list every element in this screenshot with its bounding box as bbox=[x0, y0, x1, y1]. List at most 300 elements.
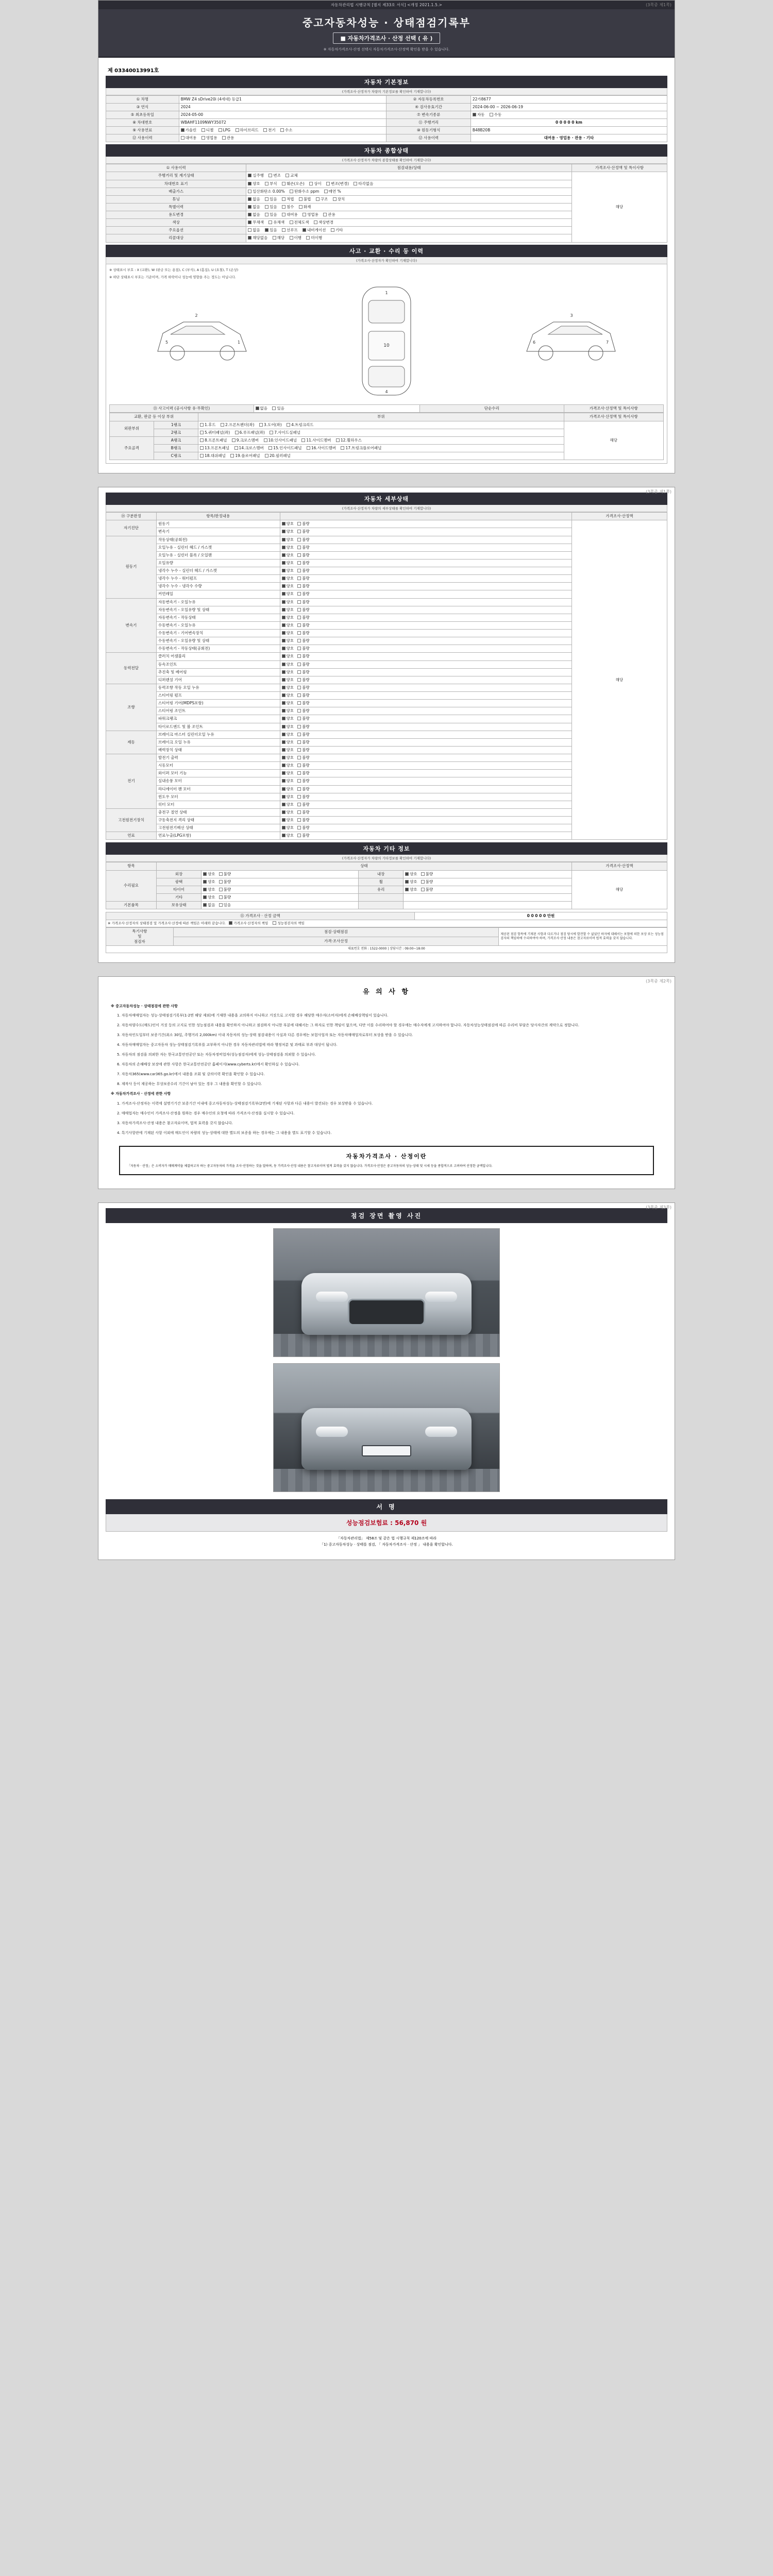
checkbox-option[interactable]: 없음 bbox=[248, 228, 260, 233]
detail-item-label: 충전구 절연 상태 bbox=[157, 808, 280, 816]
checkbox-option[interactable]: 관용 bbox=[323, 212, 335, 217]
checkbox-option[interactable]: 양호 bbox=[203, 872, 215, 877]
checkbox-bad[interactable]: 불량 bbox=[297, 755, 310, 760]
parts-options[interactable] bbox=[198, 444, 564, 452]
emission-smoke[interactable]: 매연 % bbox=[324, 189, 341, 194]
checkbox-part[interactable]: 14.크로스멤버 bbox=[234, 446, 264, 451]
other-item-options[interactable] bbox=[201, 886, 359, 893]
form-header-strip: 자동차관리법 시행규칙 [별지 제33호 서식] <개정 2021.1.5.> bbox=[98, 1, 675, 9]
detail-judgement[interactable] bbox=[280, 715, 572, 723]
other-item-options[interactable] bbox=[201, 902, 359, 909]
checkbox-part[interactable]: 6.루프패널(좌) bbox=[235, 430, 265, 435]
col-head-judgement bbox=[280, 513, 572, 520]
basic-info-table bbox=[106, 95, 667, 143]
checkbox-good[interactable]: 양호 bbox=[282, 708, 294, 714]
checkbox-option[interactable]: 상이 bbox=[309, 181, 322, 187]
detail-judgement[interactable] bbox=[280, 544, 572, 551]
detail-judgement[interactable] bbox=[280, 575, 572, 583]
checkbox-use[interactable]: 영업용 bbox=[201, 135, 217, 141]
checkbox-option[interactable]: 내비게이션 bbox=[303, 228, 326, 233]
checkbox-manual[interactable]: 수동 bbox=[490, 112, 502, 117]
checkbox-fuel[interactable]: 하이브리드 bbox=[236, 128, 259, 133]
checkbox-option[interactable]: 양호 bbox=[405, 872, 417, 877]
detail-judgement[interactable] bbox=[280, 746, 572, 754]
basic-value[interactable]: BMW Z4 sDrive20i (4세대) 등급1 bbox=[179, 95, 386, 103]
checkbox-good[interactable]: 양호 bbox=[282, 600, 294, 605]
other-item-options[interactable] bbox=[201, 870, 359, 878]
detail-judgement[interactable] bbox=[280, 762, 572, 770]
basic-value[interactable]: WBAHF1109NWY35072 bbox=[179, 118, 386, 126]
checkbox-part[interactable]: 13.프론트패널 bbox=[200, 446, 229, 451]
notice-body bbox=[98, 1003, 675, 1137]
checkbox-option[interactable]: 있음 bbox=[265, 228, 277, 233]
checkbox-option[interactable]: 침수 bbox=[282, 205, 294, 210]
svg-text:10: 10 bbox=[383, 343, 390, 349]
checkbox-good[interactable]: 양호 bbox=[282, 545, 294, 550]
detail-item-label: 브레이크 오일 누유 bbox=[157, 738, 280, 746]
checkbox-option[interactable]: 있음 bbox=[265, 205, 277, 210]
detail-judgement[interactable] bbox=[280, 700, 572, 707]
checkbox-good[interactable]: 양호 bbox=[282, 833, 294, 838]
checkbox-good[interactable]: 양호 bbox=[282, 631, 294, 636]
basic-label: ③ 연식 bbox=[106, 103, 179, 111]
checkbox-option[interactable]: 실주행 bbox=[248, 173, 264, 178]
checkbox-bad[interactable]: 불량 bbox=[297, 521, 310, 527]
detail-judgement[interactable] bbox=[280, 808, 572, 816]
detail-judgement[interactable] bbox=[280, 824, 572, 832]
checkbox-bad[interactable]: 불량 bbox=[297, 584, 310, 589]
detail-judgement[interactable] bbox=[280, 645, 572, 653]
checkbox-good[interactable]: 양호 bbox=[282, 662, 294, 667]
checkbox-bad[interactable]: 불량 bbox=[297, 561, 310, 566]
detail-item-label: 자동변속기 - 오일누유 bbox=[157, 598, 280, 606]
checkbox-good[interactable]: 양호 bbox=[282, 763, 294, 768]
checkbox-bad[interactable]: 불량 bbox=[297, 748, 310, 753]
checkbox-good[interactable]: 양호 bbox=[282, 521, 294, 527]
other-memo[interactable]: 해당 bbox=[572, 870, 667, 909]
detail-item-label: 실내송풍 모터 bbox=[157, 777, 280, 785]
checkbox-option[interactable]: 없음 bbox=[248, 197, 260, 202]
checkbox-good[interactable]: 양호 bbox=[282, 724, 294, 730]
checkbox-good[interactable]: 양호 bbox=[282, 740, 294, 745]
checkbox-good[interactable]: 양호 bbox=[282, 677, 294, 683]
checkbox-option[interactable]: 양호 bbox=[203, 879, 215, 885]
detail-judgement[interactable] bbox=[280, 621, 572, 629]
use-options[interactable] bbox=[179, 134, 386, 142]
checkbox-good[interactable]: 양호 bbox=[282, 615, 294, 620]
row-options[interactable] bbox=[246, 234, 572, 242]
other-group-label: 수리필요 bbox=[106, 870, 157, 902]
checkbox-good[interactable]: 양호 bbox=[282, 716, 294, 721]
emission-hc[interactable]: 탄화수소 ppm bbox=[290, 189, 319, 194]
page-corner-label: (3쪽중 제2쪽) bbox=[646, 978, 671, 984]
checkbox-bad[interactable]: 불량 bbox=[297, 670, 310, 675]
detail-item-label: 구동축전지 격리 상태 bbox=[157, 817, 280, 824]
checkbox-bad[interactable]: 불량 bbox=[297, 771, 310, 776]
checkbox-good[interactable]: 양호 bbox=[282, 529, 294, 534]
checkbox-option[interactable]: 불량 bbox=[421, 887, 433, 892]
detail-judgement[interactable] bbox=[280, 660, 572, 668]
checkbox-option[interactable]: 유채색 bbox=[268, 220, 284, 225]
row-options[interactable] bbox=[246, 219, 572, 227]
checkbox-option[interactable]: 불량 bbox=[219, 895, 231, 900]
detail-judgement[interactable] bbox=[280, 801, 572, 808]
other-item-options[interactable] bbox=[201, 878, 359, 886]
checkbox-option[interactable]: 해당 bbox=[273, 235, 285, 241]
checkbox-option[interactable]: 교체 bbox=[285, 173, 298, 178]
checkbox-part[interactable]: 8.프론트패널 bbox=[200, 438, 227, 443]
checkbox-good[interactable]: 양호 bbox=[282, 732, 294, 737]
table-row bbox=[110, 405, 664, 413]
checkbox-good[interactable]: 양호 bbox=[282, 771, 294, 776]
license-plate bbox=[362, 1445, 411, 1456]
group-outer-panel: 외판부위 bbox=[110, 421, 154, 436]
other-item-options[interactable] bbox=[201, 893, 359, 901]
detail-judgement[interactable] bbox=[280, 777, 572, 785]
damage-diagram-area bbox=[106, 264, 667, 464]
checkbox-bad[interactable]: 불량 bbox=[297, 732, 310, 737]
checkbox-option[interactable]: 불량 bbox=[219, 872, 231, 877]
checkbox-bad[interactable]: 불량 bbox=[297, 810, 310, 815]
checkbox-good[interactable]: 양호 bbox=[282, 810, 294, 815]
checkbox-option[interactable]: 타각없음 bbox=[354, 181, 373, 187]
detail-judgement[interactable] bbox=[280, 738, 572, 746]
other-item-options[interactable] bbox=[404, 902, 572, 909]
row-options[interactable] bbox=[246, 180, 572, 188]
checkbox-good[interactable]: 양호 bbox=[282, 755, 294, 760]
checkbox-option[interactable]: 무채색 bbox=[248, 220, 264, 225]
checkbox-bad[interactable]: 불량 bbox=[297, 638, 310, 643]
basic-value[interactable]: 2024-06-00 ~ 2026-06-19 bbox=[470, 103, 667, 111]
detail-judgement[interactable] bbox=[280, 653, 572, 660]
detail-judgement[interactable] bbox=[280, 676, 572, 684]
checkbox-bad[interactable]: 불량 bbox=[297, 708, 310, 714]
basic-value[interactable]: 2024-05-00 bbox=[179, 111, 386, 118]
svg-text:2: 2 bbox=[195, 313, 198, 318]
detail-judgement[interactable] bbox=[280, 567, 572, 575]
checkbox-bad[interactable]: 불량 bbox=[297, 545, 310, 550]
checkbox-good[interactable]: 양호 bbox=[282, 576, 294, 581]
checkbox-option[interactable]: 없음 bbox=[203, 903, 215, 908]
detail-judgement[interactable] bbox=[280, 754, 572, 762]
inspector-role-1: 점검·상태점검 bbox=[173, 928, 499, 937]
checkbox-option[interactable]: 대여용 bbox=[282, 212, 298, 217]
checkbox-good[interactable]: 양호 bbox=[282, 591, 294, 597]
checkbox-option[interactable]: 양호 bbox=[203, 895, 215, 900]
checkbox-bad[interactable]: 불량 bbox=[297, 787, 310, 792]
checkbox-option[interactable]: 이행 bbox=[290, 235, 302, 241]
checkbox-good[interactable]: 양호 bbox=[282, 778, 294, 784]
detail-judgement[interactable] bbox=[280, 598, 572, 606]
detail-judgement[interactable] bbox=[280, 817, 572, 824]
checkbox-good[interactable]: 양호 bbox=[282, 607, 294, 613]
detail-judgement[interactable] bbox=[280, 668, 572, 676]
checkbox-option[interactable]: 화재 bbox=[299, 205, 311, 210]
detail-judgement[interactable] bbox=[280, 551, 572, 559]
checkbox-option[interactable]: 훼손(오손) bbox=[282, 181, 305, 187]
checkbox-bad[interactable]: 불량 bbox=[297, 576, 310, 581]
parts-options[interactable] bbox=[198, 452, 564, 460]
checkbox-bad[interactable]: 불량 bbox=[297, 763, 310, 768]
detail-memo[interactable]: 해당 bbox=[572, 520, 667, 840]
checkbox-part[interactable]: 7.사이드실패널 bbox=[270, 430, 300, 435]
car-front-body bbox=[301, 1273, 472, 1335]
basic-value[interactable]: 2024 bbox=[179, 103, 386, 111]
checkbox-good[interactable]: 양호 bbox=[282, 568, 294, 573]
table-row bbox=[106, 928, 667, 937]
checkbox-part[interactable]: 15.인사이드패널 bbox=[268, 446, 301, 451]
checkbox-part[interactable]: 9.크로스멤버 bbox=[232, 438, 259, 443]
checkbox-option[interactable]: 양호 bbox=[203, 887, 215, 892]
basic-label: ⑫ 사용이력 bbox=[386, 134, 470, 142]
checkbox-bad[interactable]: 불량 bbox=[297, 591, 310, 597]
checkbox-bad[interactable]: 불량 bbox=[297, 818, 310, 823]
checkbox-bad[interactable]: 불량 bbox=[297, 778, 310, 784]
row-options[interactable] bbox=[246, 195, 572, 203]
checkbox-option[interactable]: 변조 bbox=[268, 173, 281, 178]
other-item-options[interactable] bbox=[404, 886, 572, 893]
checkbox-bad[interactable]: 불량 bbox=[297, 724, 310, 730]
detail-judgement[interactable] bbox=[280, 707, 572, 715]
checkbox-part[interactable]: 10.인사이드패널 bbox=[264, 438, 297, 443]
inspection-insurance-price: 성능점검보험료 : 56,870 원 bbox=[106, 1514, 667, 1532]
detail-judgement[interactable] bbox=[280, 536, 572, 544]
checkbox-part[interactable]: 12.휠하우스 bbox=[336, 438, 362, 443]
checkbox-part[interactable]: 4.트렁크리드 bbox=[287, 422, 313, 428]
checkbox-bad[interactable]: 불량 bbox=[297, 825, 310, 831]
checkbox-option[interactable]: 구조 bbox=[316, 197, 328, 202]
checkbox-option[interactable]: 양호 bbox=[405, 879, 417, 885]
checkbox-good[interactable]: 양호 bbox=[282, 701, 294, 706]
checkbox-bad[interactable]: 불량 bbox=[297, 600, 310, 605]
parts-options[interactable] bbox=[198, 436, 564, 444]
damage-memo[interactable]: 해당 bbox=[564, 421, 664, 460]
checkbox-option[interactable]: 장치 bbox=[333, 197, 345, 202]
fuel-options[interactable] bbox=[179, 127, 386, 134]
checkbox-option[interactable]: 가격조사·산정자의 책임 bbox=[229, 921, 268, 926]
checkbox-bad[interactable]: 불량 bbox=[297, 833, 310, 838]
checkbox-option[interactable]: 양호 bbox=[248, 181, 260, 187]
detail-judgement[interactable] bbox=[280, 692, 572, 700]
notice-item: 3. 자동차가격조사·산정 내용은 참고자료이며, 법적 효력을 갖지 않습니다. bbox=[117, 1121, 233, 1125]
basic-value[interactable]: 대여용 · 영업용 · 관용 · 기타 bbox=[470, 134, 667, 142]
detail-judgement[interactable] bbox=[280, 583, 572, 590]
row-options[interactable] bbox=[246, 172, 572, 180]
checkbox-option[interactable]: 있음 bbox=[265, 197, 277, 202]
checkbox-option[interactable]: 부식 bbox=[265, 181, 277, 187]
checkbox-part[interactable]: 11.사이드멤버 bbox=[301, 438, 331, 443]
checkbox-good[interactable]: 양호 bbox=[282, 537, 294, 543]
checkbox-part[interactable]: 1.후드 bbox=[200, 422, 216, 428]
checkbox-bad[interactable]: 불량 bbox=[297, 794, 310, 800]
overall-memo[interactable]: 해당 bbox=[572, 172, 667, 242]
checkbox-good[interactable]: 양호 bbox=[282, 670, 294, 675]
checkbox-bad[interactable]: 불량 bbox=[297, 654, 310, 659]
checkbox-option[interactable]: 없음 bbox=[248, 205, 260, 210]
checkbox-option[interactable]: 양호 bbox=[405, 887, 417, 892]
document-title: 중고자동차성능 · 상태점검기록부 bbox=[302, 16, 470, 29]
checkbox-fuel[interactable]: 전기 bbox=[263, 128, 276, 133]
checkbox-use[interactable]: 관용 bbox=[222, 135, 234, 141]
detail-judgement[interactable] bbox=[280, 528, 572, 536]
checkbox-part[interactable]: 2.프론트펜더(좌) bbox=[221, 422, 254, 428]
detail-judgement[interactable] bbox=[280, 770, 572, 777]
checkbox-part[interactable]: 18.대쉬패널 bbox=[200, 453, 226, 459]
checkbox-part[interactable]: 16.사이드멤버 bbox=[307, 446, 336, 451]
checkbox-option[interactable]: 적법 bbox=[282, 197, 294, 202]
parts-options[interactable] bbox=[198, 429, 564, 436]
checkbox-good[interactable]: 양호 bbox=[282, 584, 294, 589]
checkbox-option[interactable]: 전체도색 bbox=[290, 220, 309, 225]
row-label: 리콜대상 bbox=[106, 234, 246, 242]
detail-judgement[interactable] bbox=[280, 723, 572, 731]
basic-value[interactable] bbox=[470, 111, 667, 118]
checkbox-bad[interactable]: 불량 bbox=[297, 693, 310, 698]
detail-judgement[interactable] bbox=[280, 731, 572, 738]
checkbox-option[interactable]: 없음 bbox=[256, 406, 268, 411]
checkbox-good[interactable]: 양호 bbox=[282, 623, 294, 628]
parts-options[interactable] bbox=[198, 421, 564, 429]
checkbox-part[interactable]: 20.필러패널 bbox=[265, 453, 291, 459]
detail-judgement[interactable] bbox=[280, 559, 572, 567]
checkbox-bad[interactable]: 불량 bbox=[297, 646, 310, 651]
checkbox-part[interactable]: 3.도어(좌) bbox=[259, 422, 282, 428]
price-amount[interactable]: 0 0 0 0 0 만원 bbox=[414, 912, 667, 920]
checkbox-option[interactable]: 성능점검자의 책임 bbox=[273, 921, 304, 926]
table-row bbox=[106, 127, 667, 134]
checkbox-good[interactable]: 양호 bbox=[282, 787, 294, 792]
checkbox-good[interactable]: 양호 bbox=[282, 646, 294, 651]
checkbox-good[interactable]: 양호 bbox=[282, 802, 294, 807]
detail-judgement[interactable] bbox=[280, 630, 572, 637]
other-item-options[interactable] bbox=[404, 878, 572, 886]
row-options[interactable] bbox=[246, 211, 572, 219]
odometer-value[interactable]: 0 0 0 0 0 km bbox=[470, 118, 667, 126]
detail-judgement[interactable] bbox=[280, 614, 572, 621]
checkbox-part[interactable]: 19.플로어패널 bbox=[230, 453, 260, 459]
checkbox-fuel[interactable]: 디젤 bbox=[201, 128, 214, 133]
checkbox-bad[interactable]: 불량 bbox=[297, 537, 310, 543]
section-overall-note: (가격조사·산정자가 차량의 종합상태를 확인하여 기재합니다) bbox=[106, 157, 667, 164]
checkbox-good[interactable]: 양호 bbox=[282, 748, 294, 753]
checkbox-part[interactable]: 5.쿼터패널(좌) bbox=[200, 430, 230, 435]
basic-value[interactable]: B48B20B bbox=[470, 127, 667, 134]
detail-judgement[interactable] bbox=[280, 590, 572, 598]
checkbox-bad[interactable]: 불량 bbox=[297, 568, 310, 573]
section-overall-state: 자동차 종합상태 bbox=[106, 144, 667, 157]
rank-label: A랭크 bbox=[154, 436, 198, 444]
car-diagram-row bbox=[109, 282, 664, 402]
detail-item-label: 수동변속기 - 기어변속장치 bbox=[157, 630, 280, 637]
checkbox-bad[interactable]: 불량 bbox=[297, 685, 310, 690]
ramp-decoration bbox=[274, 1469, 499, 1492]
checkbox-bad[interactable]: 불량 bbox=[297, 662, 310, 667]
checkbox-good[interactable]: 양호 bbox=[282, 794, 294, 800]
checkbox-option[interactable]: 불법 bbox=[299, 197, 311, 202]
footer-line-2: 「1) 중고자동차성능 · 상태를 점검, 「 자동차가격조사 · 산정 」 내용을 확인합니다. bbox=[320, 1543, 453, 1547]
detail-judgement[interactable] bbox=[280, 785, 572, 793]
detail-judgement[interactable] bbox=[280, 520, 572, 528]
detail-state-body bbox=[106, 520, 667, 840]
checkbox-bad[interactable]: 불량 bbox=[297, 615, 310, 620]
checkbox-bad[interactable]: 불량 bbox=[297, 623, 310, 628]
checkbox-good[interactable]: 양호 bbox=[282, 654, 294, 659]
checkbox-bad[interactable]: 불량 bbox=[297, 529, 310, 534]
col-head-item: 항목/판정내용 bbox=[157, 513, 280, 520]
detail-judgement[interactable] bbox=[280, 832, 572, 840]
checkbox-bad[interactable]: 불량 bbox=[297, 553, 310, 558]
checkbox-option[interactable]: 기타 bbox=[331, 228, 343, 233]
checkbox-part[interactable]: 17.트렁크플로어패널 bbox=[341, 446, 381, 451]
detail-judgement[interactable] bbox=[280, 637, 572, 645]
checkbox-fuel[interactable]: 수소 bbox=[280, 128, 293, 133]
detail-judgement[interactable] bbox=[280, 684, 572, 691]
detail-item-label: 수동변속기 - 오일유량 및 상태 bbox=[157, 637, 280, 645]
accident-history-options[interactable] bbox=[254, 405, 420, 413]
checkbox-use[interactable]: 대여용 bbox=[181, 135, 197, 141]
row-options[interactable] bbox=[246, 188, 572, 195]
checkbox-option[interactable]: 해당없음 bbox=[248, 235, 267, 241]
checkbox-option[interactable]: 불량 bbox=[421, 879, 433, 885]
detail-judgement[interactable] bbox=[280, 793, 572, 801]
checkbox-option[interactable]: 불량 bbox=[219, 879, 231, 885]
basic-value[interactable]: 22가8677 bbox=[470, 95, 667, 103]
emission-co[interactable]: 일산화탄소 0.00% bbox=[248, 189, 284, 194]
price-table bbox=[106, 912, 667, 927]
checkbox-option[interactable]: 없음 bbox=[248, 212, 260, 217]
row-options[interactable] bbox=[246, 227, 572, 234]
checkbox-good[interactable]: 양호 bbox=[282, 638, 294, 643]
checkbox-option[interactable]: 변조(변경) bbox=[326, 181, 349, 187]
checkbox-good[interactable]: 양호 bbox=[282, 693, 294, 698]
checkbox-fuel[interactable]: 가솔린 bbox=[181, 128, 197, 133]
table-row bbox=[106, 946, 667, 953]
checkbox-fuel[interactable]: LPG bbox=[219, 128, 231, 133]
checkbox-option[interactable]: 불량 bbox=[421, 872, 433, 877]
detail-judgement[interactable] bbox=[280, 606, 572, 614]
checkbox-option[interactable]: 있음 bbox=[272, 406, 284, 411]
checkbox-bad[interactable]: 불량 bbox=[297, 607, 310, 613]
basic-label: ⑫ 사용이력 bbox=[106, 134, 179, 142]
other-item-options[interactable] bbox=[404, 870, 572, 878]
checkbox-option[interactable]: 색상변경 bbox=[314, 220, 333, 225]
checkbox-option[interactable]: 미이행 bbox=[306, 235, 322, 241]
checkbox-bad[interactable]: 불량 bbox=[297, 740, 310, 745]
checkbox-option[interactable]: 있음 bbox=[265, 212, 277, 217]
section-detail-note: (가격조사·산정자가 차량의 세부상태를 확인하여 기재합니다) bbox=[106, 505, 667, 512]
checkbox-option[interactable]: 불량 bbox=[219, 887, 231, 892]
footer-note bbox=[106, 1532, 667, 1550]
checkbox-option[interactable]: 있음 bbox=[219, 903, 231, 908]
checkbox-bad[interactable]: 불량 bbox=[297, 802, 310, 807]
detail-item-label: 오일누유 - 실린더 헤드 / 가스켓 bbox=[157, 544, 280, 551]
checkbox-good[interactable]: 양호 bbox=[282, 553, 294, 558]
checkbox-good[interactable]: 양호 bbox=[282, 561, 294, 566]
checkbox-bad[interactable]: 불량 bbox=[297, 701, 310, 706]
checkbox-option[interactable]: 선루프 bbox=[282, 228, 298, 233]
checkbox-bad[interactable]: 불량 bbox=[297, 631, 310, 636]
inspector-table bbox=[106, 927, 667, 953]
checkbox-good[interactable]: 양호 bbox=[282, 685, 294, 690]
checkbox-good[interactable]: 양호 bbox=[282, 818, 294, 823]
checkbox-bad[interactable]: 불량 bbox=[297, 716, 310, 721]
other-item-options[interactable] bbox=[404, 893, 572, 901]
checkbox-good[interactable]: 양호 bbox=[282, 825, 294, 831]
checkbox-option[interactable]: 영업용 bbox=[303, 212, 318, 217]
row-options[interactable] bbox=[246, 203, 572, 211]
checkbox-bad[interactable]: 불량 bbox=[297, 677, 310, 683]
checkbox-auto[interactable]: 자동 bbox=[473, 112, 485, 117]
